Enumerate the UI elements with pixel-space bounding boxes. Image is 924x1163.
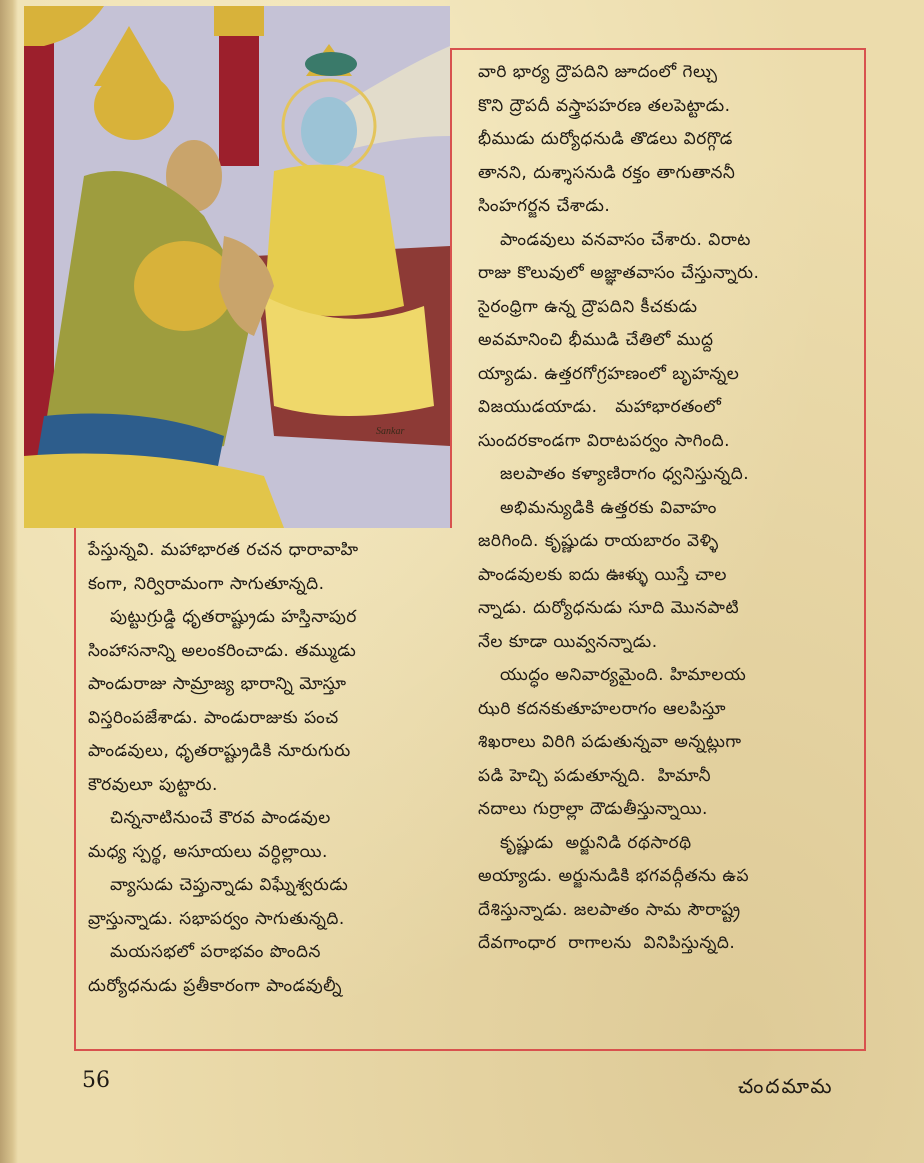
- text-line: అభిమన్యుడికి ఉత్తరకు వివాహం: [500, 497, 717, 518]
- text-line: తానని, దుశ్శాసనుడి రక్తం తాగుతాననీ: [478, 162, 736, 183]
- krishna-garment: [264, 165, 404, 316]
- text-line: ఝరి కదనకుతూహలరాగం ఆలపిస్తూ: [478, 698, 726, 719]
- left-text-column: [88, 534, 446, 1003]
- peacock-feather: [305, 52, 357, 76]
- text-line: దేవగాంధార రాగాలను వినిపిస్తున్నది.: [478, 933, 736, 953]
- artist-signature: Sankar: [376, 426, 405, 437]
- text-line: జరిగింది. కృష్ణుడు రాయబారం వెళ్ళి: [478, 531, 719, 551]
- page-number: 56: [82, 1068, 110, 1093]
- text-line: విస్తరింపజేశాడు. పాండురాజుకు పంచ: [88, 707, 339, 728]
- text-line: పాండవులు వనవాసం చేశారు. విరాట: [500, 229, 751, 250]
- text-line: దేశిస్తున్నాడు. జలపాతం సామ సౌరాష్ట్ర: [478, 899, 741, 920]
- text-line: కృష్ణుడు అర్జునిడి రథసారథి: [500, 832, 692, 853]
- text-line: అవమానించి భీముడి చేతిలో ముద్ద: [478, 330, 714, 350]
- text-line: కంగా, నిర్విరామంగా సాగుతూన్నది.: [88, 573, 325, 594]
- text-line: పడి హెచ్చి పడుతూన్నది. హిమానీ: [478, 765, 712, 786]
- text-line: శిఖరాలు విరిగి పడుతున్నవా అన్నట్లుగా: [478, 732, 742, 752]
- right-text-column: [478, 56, 856, 961]
- text-line: వ్యాసుడు చెప్తున్నాడు విఘ్నేశ్వరుడు: [110, 875, 349, 895]
- pillar-capital-right: [214, 6, 264, 36]
- frame-line-bottom: [74, 1049, 866, 1051]
- text-line: పుట్టుగ్రుడ్డి ధృతరాష్ట్రుడు హస్తినాపుర: [110, 607, 357, 627]
- illustration-arjuna-krishna: [24, 6, 450, 528]
- text-line: పాండవులకు ఐదు ఊళ్ళు యిస్తే చాల: [478, 564, 727, 585]
- frame-line-right: [864, 48, 866, 1051]
- text-line: దుర్యోధనుడు ప్రతీకారంగా పాండవుల్నీ: [88, 975, 343, 996]
- text-line: యుద్ధం అనివార్యమైంది. హిమాలయ: [500, 665, 747, 685]
- text-line: య్యాడు. ఉత్తరగోగ్రహణంలో బృహన్నల: [478, 363, 740, 384]
- text-line: చిన్ననాటినుంచే కౌరవ పాండవుల: [110, 808, 331, 828]
- text-line: రాజు కొలువులో అజ్ఞాతవాసం చేస్తున్నారు.: [478, 263, 760, 283]
- text-line: సైరంధ్రిగా ఉన్న ద్రౌపదిని కీచకుడు: [478, 296, 698, 317]
- text-line: న్నాడు. దుర్యోధనుడు సూది మొనపాటి: [478, 598, 740, 618]
- frame-line-middle: [450, 48, 452, 528]
- text-line: విజయుడయాడు. మహాభారతంలో: [478, 397, 722, 417]
- text-line: నదాలు గుర్రాల్లా దౌడుతీస్తున్నాయి.: [478, 799, 708, 819]
- text-line: సుందరకాండగా విరాటపర్వం సాగింది.: [478, 430, 731, 451]
- text-line: కౌరవులూ పుట్టారు.: [88, 774, 218, 795]
- arjuna-helmet: [94, 72, 174, 140]
- illustration-svg: [24, 6, 450, 528]
- text-line: మయసభలో పరాభవం పొందిన: [110, 942, 321, 962]
- text-line: జలపాతం కళ్యాణిరాగం ధ్వనిస్తున్నది.: [500, 464, 750, 484]
- text-line: పాండురాజు సామ్రాజ్య భారాన్ని మోస్తూ: [88, 674, 347, 694]
- text-line: సింహాసనాన్ని అలంకరించాడు. తమ్ముడు: [88, 640, 357, 661]
- text-line: అయ్యాడు. అర్జునుడికి భగవద్గీతను ఉప: [478, 866, 750, 886]
- text-line: సింహగర్జన చేశాడు.: [478, 196, 611, 216]
- text-line: వారి భార్య ద్రౌపదిని జూదంలో గెల్చు: [478, 62, 718, 82]
- text-line: మధ్య స్పర్థ, అసూయలు వర్ధిల్లాయి.: [88, 841, 328, 862]
- text-line: భీముడు దుర్యోధనుడి తొడలు విరగ్గొడ: [478, 129, 733, 149]
- frame-line-top: [450, 48, 866, 50]
- krishna-face: [301, 97, 357, 165]
- text-line: కొని ద్రౌపదీ వస్త్రాపహరణ తలపెట్టాడు.: [478, 95, 731, 116]
- frame-line-left: [74, 528, 76, 1051]
- text-line: వ్రాస్తున్నాడు. సభాపర్వం సాగుతున్నది.: [88, 908, 345, 929]
- magazine-name: చందమామ: [738, 1074, 834, 1098]
- text-line: పేస్తున్నవి. మహాభారత రచన ధారావాహి: [88, 540, 359, 560]
- text-line: నేల కూడా యివ్వనన్నాడు.: [478, 631, 658, 652]
- text-line: పాండవులు, ధృతరాష్ట్రుడికి నూరుగురు: [88, 741, 351, 761]
- binding-edge: [0, 0, 18, 1163]
